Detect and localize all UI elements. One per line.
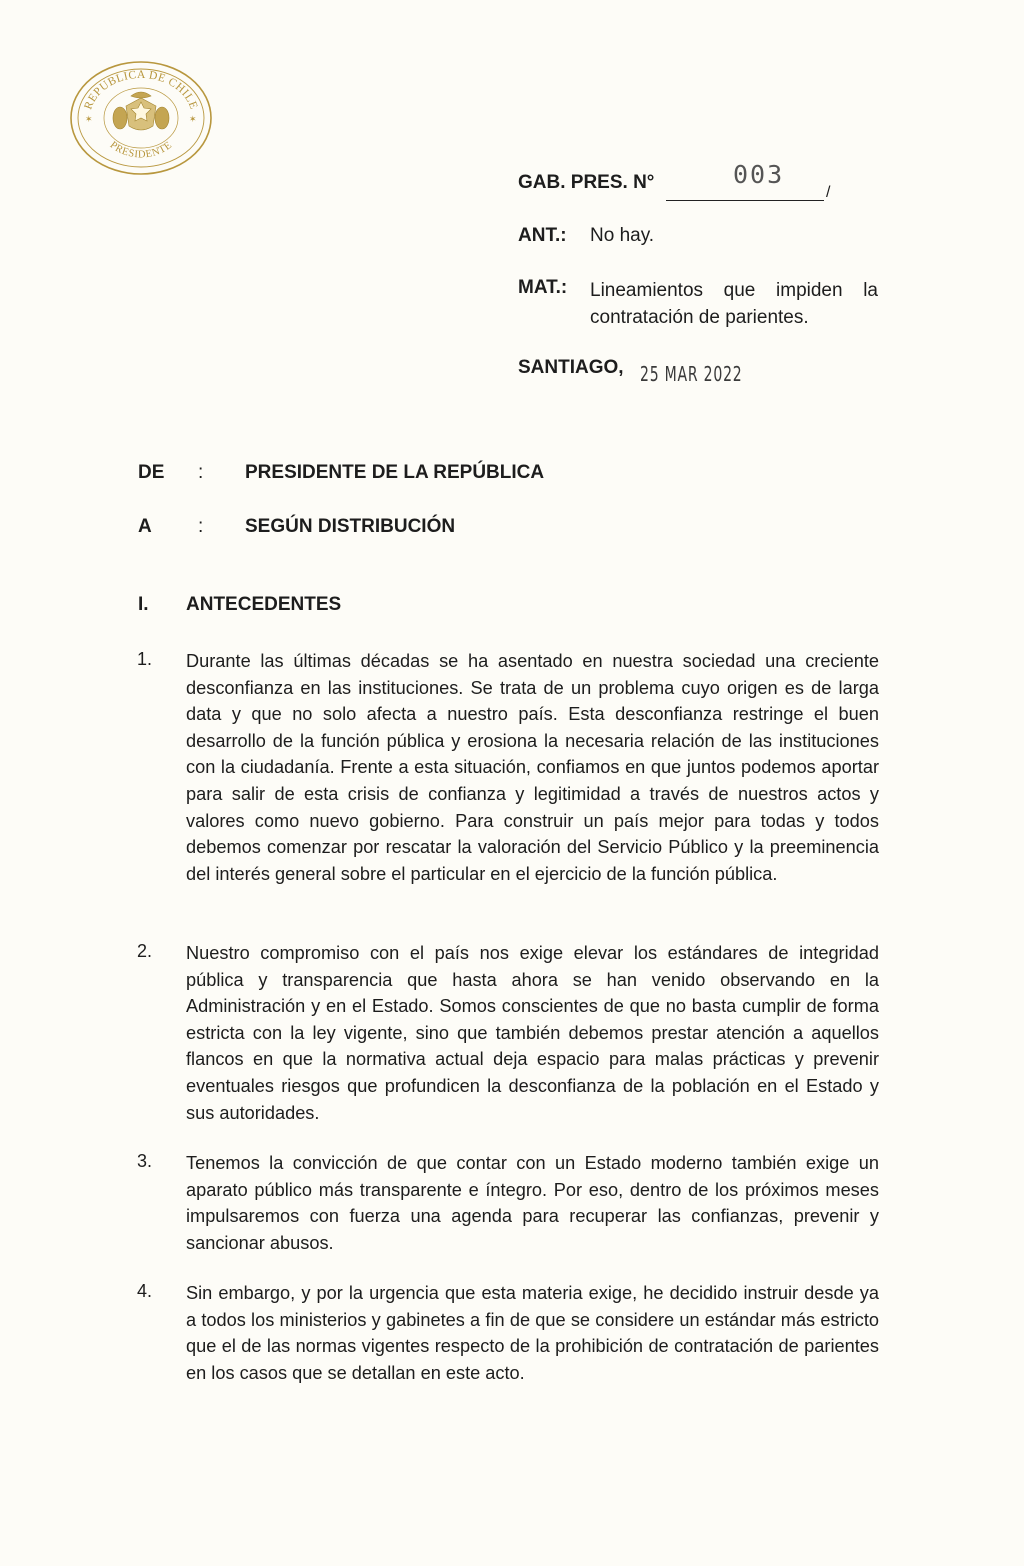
svg-text:PRESIDENTE: PRESIDENTE: [107, 139, 175, 161]
from-value: PRESIDENTE DE LA REPÚBLICA: [245, 462, 545, 483]
gab-pres-row: [518, 172, 654, 194]
svg-text:REPUBLICA DE CHILE: REPUBLICA DE CHILE: [82, 68, 200, 112]
gab-number-slash: /: [826, 184, 831, 201]
gab-number-underline: [666, 200, 824, 201]
ant-label: ANT.:: [518, 225, 567, 246]
to-value: SEGÚN DISTRIBUCIÓN: [245, 516, 456, 537]
city-row: [518, 357, 624, 379]
svg-text:✶: ✶: [189, 115, 197, 125]
from-key: DE: [138, 462, 165, 483]
from-colon: :: [198, 462, 204, 483]
gab-pres-label: GAB. PRES. N°: [518, 172, 655, 193]
paragraph-number: 1.: [137, 649, 153, 669]
presidential-seal-icon: [68, 58, 214, 178]
svg-text:✶: ✶: [85, 115, 93, 125]
date-stamp: 25 MAR 2022: [640, 362, 743, 386]
to-colon: :: [198, 516, 204, 537]
paragraph-number: 4.: [137, 1281, 153, 1301]
paragraph-text: Nuestro compromiso con el país nos exige elevar los estándares de integridad pública y transparencia que hasta ahora se han venido observando en la Administración y en el Estado. Somos conscientes de que no basta cumplir de forma estricta con la ley vigente, sino que también debemos prestar atención a aquellos flancos en que la normativa actual deja espacio para malas prácticas y prevenir eventuales riesgos que profundicen la desconfianza de la población en el Estado y sus autoridades.: [186, 943, 879, 1123]
section-number: I.: [138, 594, 149, 615]
paragraph-text: Durante las últimas décadas se ha asentado en nuestra sociedad una creciente desconfianza en las instituciones. Se trata de un problema cuyo origen es de larga data y que no solo afecta a nuestro país. Esta desconfianza restringe el buen desarrollo de la función pública y erosiona la necesaria relación de las instituciones con la ciudadanía. Frente a esta situación, confiamos en que juntos podemos aportar para salir de esta crisis de confianza y legitimidad a través de nuestros actos y valores como nuevo gobierno. Para construir un país mejor para todas y todos debemos comenzar por rescatar la valoración del Servicio Público y la preeminencia del interés general sobre el particular en el ejercicio de la función pública.: [186, 651, 879, 884]
ant-value: No hay.: [590, 225, 655, 246]
paragraph-number: 3.: [137, 1151, 153, 1171]
mat-label: MAT.:: [518, 277, 568, 298]
paragraph-text: Tenemos la convicción de que contar con un Estado moderno también exige un aparato público más transparente e íntegro. Por eso, dentro de los próximos meses impulsaremos con fuerza una agenda para recuperar las confianzas, prevenir y sancionar abusos.: [186, 1153, 879, 1253]
paragraph-number: 2.: [137, 941, 153, 961]
ant-row: [518, 225, 655, 247]
paragraph-text: Sin embargo, y por la urgencia que esta materia exige, he decidido instruir desde ya a todos los ministerios y gabinetes a fin de que se considere un estándar más estricto que el de las normas vigentes respecto de la prohibición de contratación de parientes en los casos que se detallan en este acto.: [186, 1283, 879, 1383]
city-label: SANTIAGO,: [518, 357, 624, 378]
section-title: ANTECEDENTES: [186, 594, 342, 615]
gab-pres-number: 003: [733, 160, 785, 189]
mat-value: Lineamientos que impiden la contratación de parientes.: [590, 280, 878, 328]
to-key: A: [138, 516, 152, 537]
